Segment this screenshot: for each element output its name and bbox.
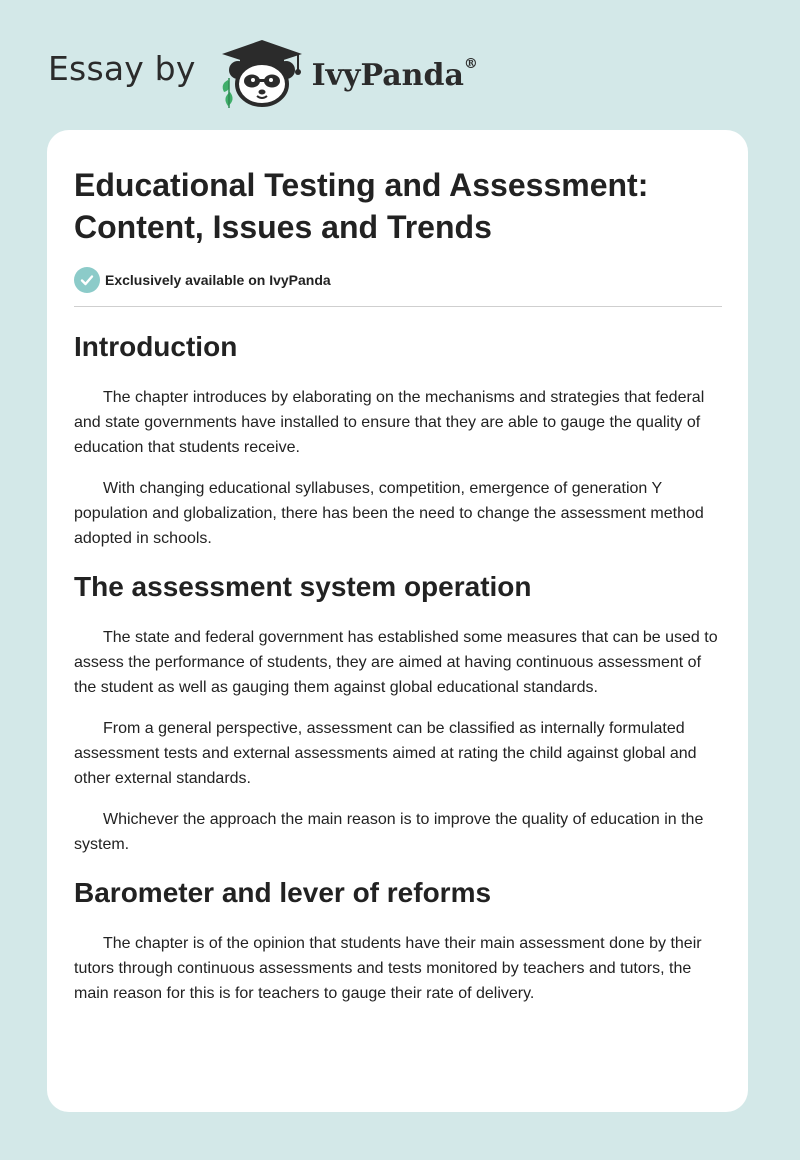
page-title <box>74 164 722 248</box>
registered-mark: ® <box>463 55 478 72</box>
section-introduction <box>74 329 722 551</box>
section-heading: Introduction <box>74 331 238 362</box>
exclusive-badge <box>74 266 722 294</box>
essay-by-label: Essay by <box>48 48 196 88</box>
ivypanda-logo[interactable] <box>214 34 478 110</box>
brand-name: IvyPanda® <box>311 55 478 93</box>
title-line-2: Content, Issues and Trends <box>74 209 492 245</box>
paragraph: Whichever the approach the main reason is to improve the quality of education in the system. <box>74 811 704 853</box>
exclusive-label: Exclusively available on IvyPanda <box>105 272 331 288</box>
title-line-1: Educational Testing and Assessment: <box>74 167 649 203</box>
section-assessment-system <box>74 569 722 857</box>
paragraph: The state and federal government has established some measures that can be used to assess the performance of students, they are aimed at having continuous assessment of the student as well as gauging them against global educational standards. <box>74 629 718 696</box>
check-circle-icon <box>74 267 100 293</box>
paragraph: The chapter introduces by elaborating on the mechanisms and strategies that federal and state governments have installed to ensure that they are able to gauge the quality of education that students receive. <box>74 389 705 456</box>
section-heading: The assessment system operation <box>74 571 532 602</box>
site-header <box>48 34 478 110</box>
divider <box>74 306 722 307</box>
section-barometer <box>74 875 722 1006</box>
paragraph: With changing educational syllabuses, competition, emergence of generation Y population and globalization, there has been the need to change the assessment method adopted in schools. <box>74 480 704 547</box>
paragraph: From a general perspective, assessment can be classified as internally formulated assessment tests and external assessments aimed at rating the child against global and other external standards. <box>74 720 697 787</box>
paragraph: The chapter is of the opinion that students have their main assessment done by their tutors through continuous assessments and tests monitored by teachers and tutors, the main reason for this is for teachers to gauge their rate of delivery. <box>74 935 702 1002</box>
section-heading: Barometer and lever of reforms <box>74 877 492 908</box>
panda-graduate-icon <box>214 34 306 110</box>
essay-card <box>47 130 748 1112</box>
